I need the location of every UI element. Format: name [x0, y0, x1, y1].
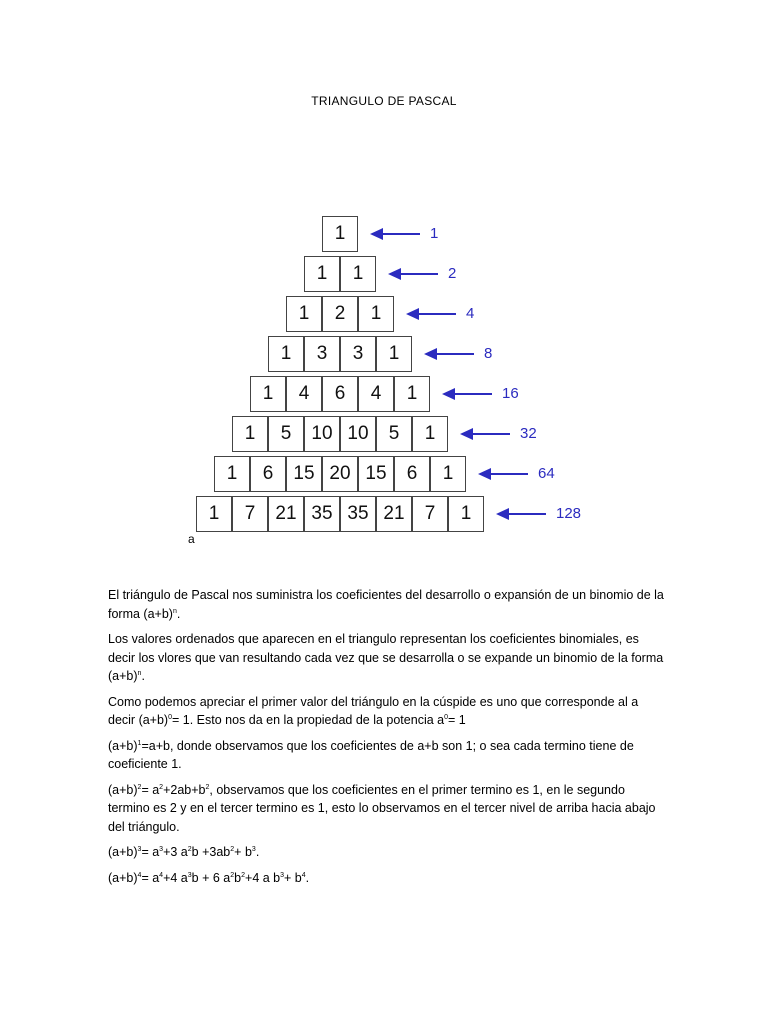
- triangle-cell: 15: [358, 456, 394, 492]
- triangle-cell: 21: [268, 496, 304, 532]
- row-sum-label: 64: [538, 465, 555, 482]
- triangle-cell: 1: [250, 376, 286, 412]
- triangle-cell: 35: [340, 496, 376, 532]
- paragraph-power-3: $(a+b)^3= a^3+3$ $a^2b +3ab^2+ b^3$.: [108, 845, 260, 859]
- triangle-cell: 1: [304, 256, 340, 292]
- triangle-cell: 5: [376, 416, 412, 452]
- row-sum-label: 4: [466, 305, 475, 322]
- triangle-cell: 2: [322, 296, 358, 332]
- triangle-cell: 1: [340, 256, 376, 292]
- row-sum-label: 2: [448, 265, 457, 282]
- triangle-cell: 4: [286, 376, 322, 412]
- triangle-cell: 1: [376, 336, 412, 372]
- triangle-cell: 3: [304, 336, 340, 372]
- triangle-cell: 6: [250, 456, 286, 492]
- triangle-cell: 10: [304, 416, 340, 452]
- triangle-cell: 1: [430, 456, 466, 492]
- triangle-cell: 7: [412, 496, 448, 532]
- arrow-left-icon: [496, 508, 546, 520]
- triangle-cell: 1: [286, 296, 322, 332]
- stray-label: a: [188, 532, 195, 546]
- triangle-cell: 20: [322, 456, 358, 492]
- paragraph-power-4: $(a+b)^4= a^4+4$ $a^3b + 6$ $a^2b^2+4$ a $b^3+ b^4$.: [108, 870, 310, 885]
- triangle-cell: 1: [232, 416, 268, 452]
- paragraph-intro: El triángulo de Pascal nos suministra los coeficientes del desarrollo o expansión de un binomio de la forma $(a+b)^n$.: [108, 588, 664, 621]
- page-title: TRIANGULO DE PASCAL: [311, 94, 457, 108]
- arrow-left-icon: [478, 468, 528, 480]
- row-sum-label: 8: [484, 345, 493, 362]
- triangle-cell: 1: [412, 416, 448, 452]
- paragraph-power-1: $(a+b)^1=a+b$, donde observamos que los coeficientes de a+b son 1; o sea cada termino tiene de coeficiente 1.: [108, 738, 634, 771]
- paragraph-coefficients: Los valores ordenados que aparecen en el triangulo representan los coeficientes binomiales, es decir los vlores que van resultando cada vez que se desarrolla o se expande un binomio de la forma $(a+b)^n$.: [108, 632, 664, 683]
- triangle-cell: 5: [268, 416, 304, 452]
- triangle-cell: 1: [268, 336, 304, 372]
- triangle-cell: 15: [286, 456, 322, 492]
- triangle-cell: 35: [304, 496, 340, 532]
- arrow-left-icon: [370, 228, 420, 240]
- triangle-cell: 1: [322, 216, 358, 252]
- arrow-left-icon: [424, 348, 474, 360]
- paragraph-first-value: Como podemos apreciar el primer valor del triángulo en la cúspide es uno que corresponde al a decir $(a+b)^0= 1$. Esto nos da en la propiedad de la potencia $a^0= 1$: [108, 694, 639, 727]
- triangle-cell: 4: [358, 376, 394, 412]
- triangle-cell: 1: [214, 456, 250, 492]
- row-sum-label: 16: [502, 385, 519, 402]
- row-sum-label: 32: [520, 425, 537, 442]
- triangle-cell: 1: [196, 496, 232, 532]
- triangle-cell: 6: [322, 376, 358, 412]
- arrow-left-icon: [442, 388, 492, 400]
- row-sum-label: 1: [430, 225, 439, 242]
- triangle-cell: 3: [340, 336, 376, 372]
- document-body: [108, 586, 668, 894]
- triangle-cell: 1: [448, 496, 484, 532]
- triangle-cell: 21: [376, 496, 412, 532]
- triangle-cell: 1: [358, 296, 394, 332]
- triangle-cell: 7: [232, 496, 268, 532]
- arrow-left-icon: [406, 308, 456, 320]
- arrow-left-icon: [388, 268, 438, 280]
- triangle-cell: 10: [340, 416, 376, 452]
- row-sum-label: 128: [556, 505, 582, 522]
- arrow-left-icon: [460, 428, 510, 440]
- triangle-cell: 6: [394, 456, 430, 492]
- paragraph-power-2: $(a+b)^2= a^2+2ab+b^2$, observamos que los coeficientes en el primer termino es 1, en le segundo termino es 2 y en el tercer termino es 1, esto lo observamos en el tercer nivel de arriba hacia abajo del triángulo.: [108, 782, 656, 834]
- triangle-cell: 1: [394, 376, 430, 412]
